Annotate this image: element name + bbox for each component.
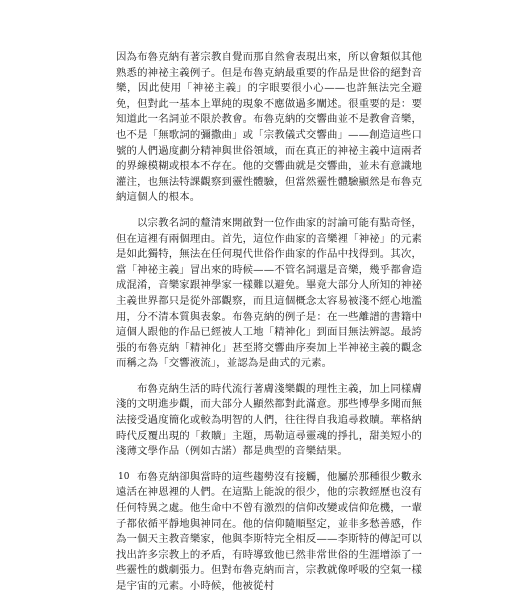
- paragraph-3: 布魯克納生活的時代流行著膚淺樂觀的理性主義，加上同樣膚淺的文明進步觀，而大部分人顯然都對此滿意。那些博學多聞而無法接受過度簡化或較為明智的人們，往往得自我追尋救贖。華格納時代反覆出現的「救贖」主題，馬勒這尋靈魂的掙扎，甜美短小的淺薄文學作品（例如古諾）都是典型的音樂結果。: [116, 382, 422, 458]
- paragraph-1: 因為布魯克納有著宗教自覺而那自然會表現出來，所以會類似其他熟悉的神祕主義例子。但是布魯克納最重要的作品是世俗的絕對音樂，因此使用「神祕主義」的字眼要很小心——也許無法完全避免，但對此一基本上單純的現象不應做過多闡述。很重要的是：要知道此一名詞並不限於教會。布魯克納的交響曲並不是教會音樂，也不是「無歌詞的彌撒曲」或「宗教儀式交響曲」——創造這些口號的人們過度劃分精神與世俗領域，而在真正的神祕主義中這兩者的界線模糊或根本不存在。他的交響曲就是交響曲，並未有意識地灌注，也無法特課觀察到靈性體驗，但當然靈性體驗顯然是布魯克納這個人的根本。: [116, 51, 422, 204]
- paragraph-2: 以宗教名詞的釐清來開啟對一位作曲家的討論可能有點奇怪，但在這裡有兩個理由。首先，這位作曲家的音樂裡「神祕」的元素是如此獨特，無法在任何現代世俗作曲家的作品中找得到。其次，當「神祕主義」冒出來的時候——不管名詞還是音樂，幾乎都會造成混淆，音樂家跟神學家一樣難以避免。畢竟大部分人所知的神祕主義世界都只是從外部觀察，而且這個概念太容易被淺不經心地濫用，分不清本質與表象。布魯克納的例子是：在一些離譜的書籍中這個人跟他的作品已經被人工地「精神化」到面目無法辨認。最誇張的布魯克納「精神化」甚至將交響曲序奏加上半神祕主義的觀念而稱之為「交響液流」，並認為是曲式的元素。: [116, 216, 422, 370]
- page-body: [116, 50, 422, 595]
- page-number: 10: [118, 472, 130, 482]
- paragraph-4: 布魯克納卻與當時的這些趨勢沒有接觸，他屬於那種很少數永遠活在神恩裡的人們。在這點上能說的很少，他的宗教經歷也沒有任何特異之處。他生命中不曾有激烈的信仰改變或信仰危機，一輩子都依循平靜地與神同在。他的信仰隨順堅定，並非多愁善感，作為一個天主教音樂家，他與李斯特完全相反——李斯特的傳記可以找出許多宗教上的矛盾，有時導致他已然非常世俗的生涯增添了一些靈性的戲劇張力。但對布魯克納而言，宗教就像呼吸的空氣一樣是宇宙的元素。小時候，他被從村: [116, 470, 422, 592]
